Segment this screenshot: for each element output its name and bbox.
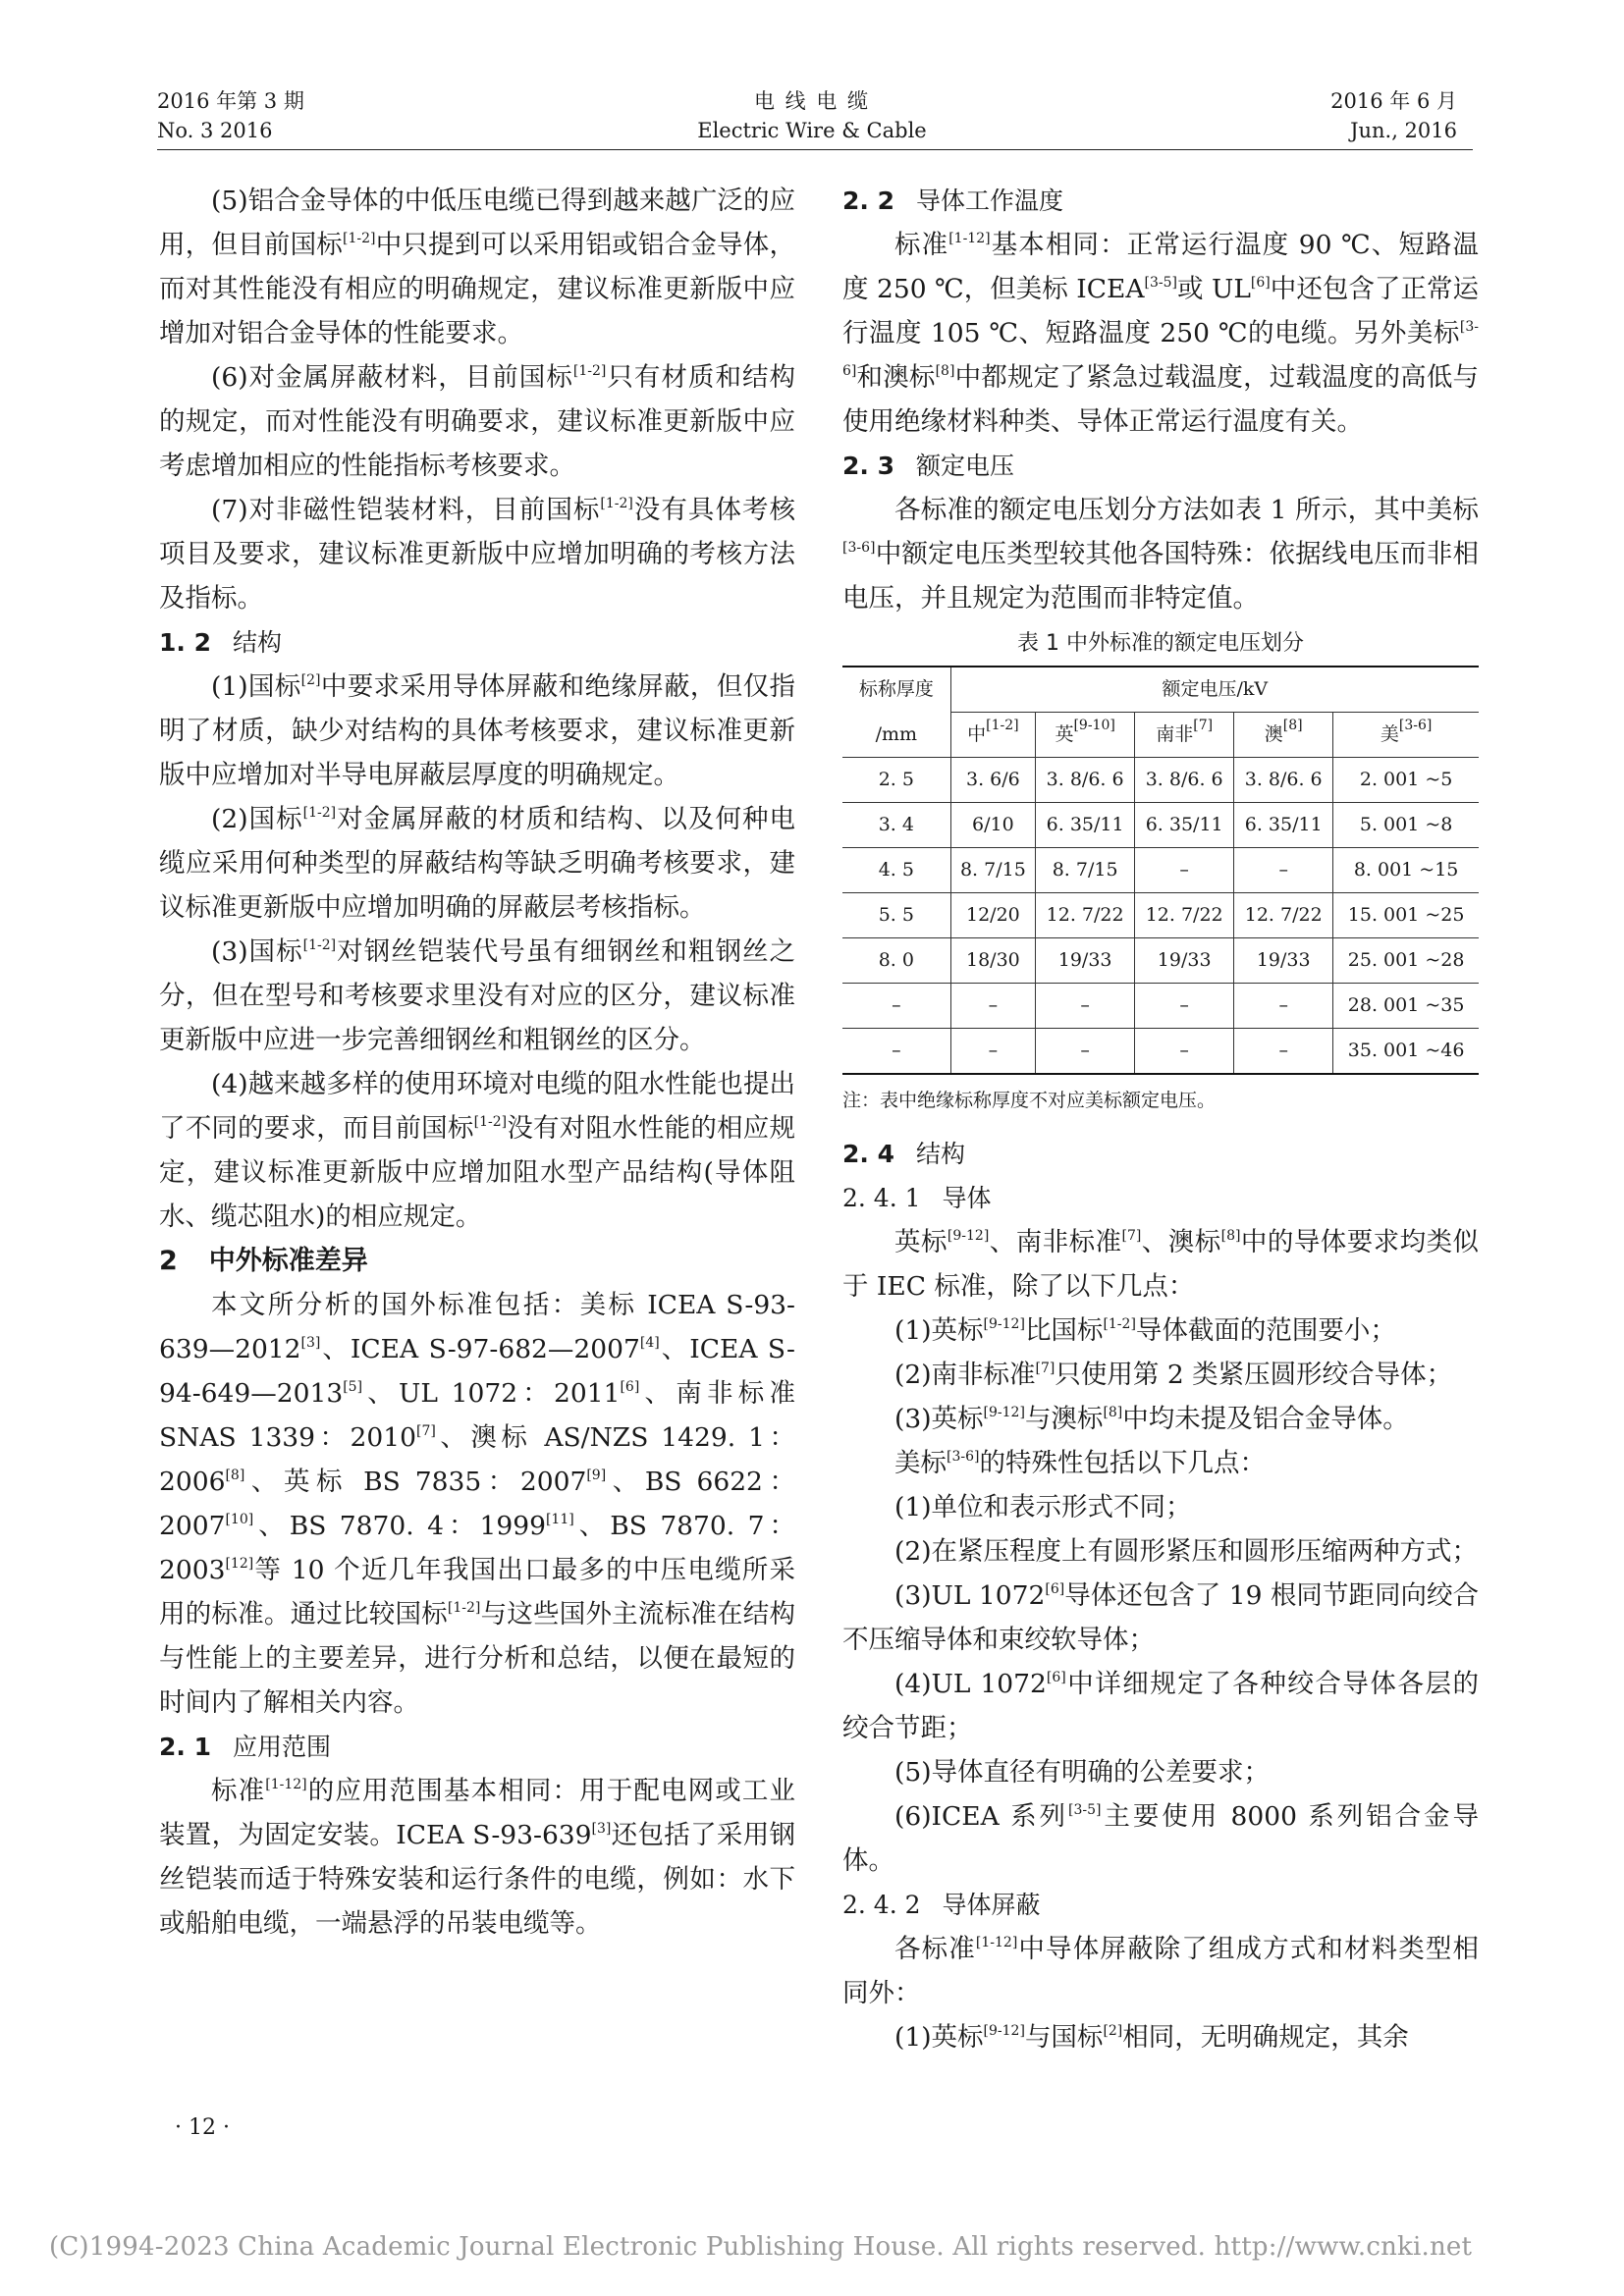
table-cell: 25. 001 ~28 bbox=[1333, 938, 1479, 984]
header-issue-cn: 2016 年第 3 期 bbox=[157, 89, 304, 113]
header-date-cn: 2016 年 6 月 bbox=[1330, 89, 1457, 113]
table-cell: – bbox=[950, 984, 1035, 1029]
table-head-col: 南非[7] bbox=[1135, 713, 1234, 758]
table-cell: 12. 7/22 bbox=[1135, 893, 1234, 938]
table-cell: 8. 001 ~15 bbox=[1333, 848, 1479, 893]
table-cell: – bbox=[1234, 984, 1333, 1029]
header-date-en: Jun., 2016 bbox=[1350, 119, 1457, 142]
paragraph-shield: 各标准[1-12]中导体屏蔽除了组成方式和材料类型相同外： bbox=[842, 1934, 1480, 2008]
section-heading-2-1: 2. 1 应用范围 bbox=[159, 1733, 332, 1761]
paragraph-temperature: 标准[1-12]基本相同：正常运行温度 90 ℃、短路温度 250 ℃，但美标 ICEA[3-5]或 UL[6]中还包含了正常运行温度 105 ℃、短路温度 250 ℃的电缆。另外美标[3-6]和澳标[8]中都规定了紧急过载温度，过载温度的高低与使用绝缘材料种类、导体正常运行温度有关。 bbox=[842, 230, 1480, 437]
table-row bbox=[842, 1029, 1479, 1075]
table-cell: – bbox=[1135, 1029, 1234, 1075]
table-cell: 2. 5 bbox=[842, 758, 950, 803]
table-cell: 28. 001 ~35 bbox=[1333, 984, 1479, 1029]
table-cell: 4. 5 bbox=[842, 848, 950, 893]
table-cell: 12/20 bbox=[950, 893, 1035, 938]
paragraph-us-6: (6)ICEA 系列[3-5]主要使用 8000 系列铝合金导体。 bbox=[842, 1801, 1479, 1876]
table-cell: 12. 7/22 bbox=[1036, 893, 1135, 938]
table-cell: 6. 35/11 bbox=[1234, 803, 1333, 848]
paragraph-structure-2: (2)国标[1-2]对金属屏蔽的材质和结构、以及何种电缆应采用何种类型的屏蔽结构等缺乏明确考核要求，建议标准更新版中应增加明确的屏蔽层考核指标。 bbox=[159, 804, 796, 923]
table-head-rated-voltage: 额定电压/kV bbox=[950, 667, 1479, 713]
table-row bbox=[842, 848, 1479, 893]
table-cell: 19/33 bbox=[1135, 938, 1234, 984]
left-column bbox=[159, 179, 795, 1946]
header-rule bbox=[157, 149, 1473, 150]
paragraph-us-2: (2)在紧压程度上有圆形紧压和圆形压缩两种方式； bbox=[894, 1536, 1479, 1567]
header-right bbox=[1330, 86, 1457, 145]
section-heading-2-4-1: 2. 4. 1 导体 bbox=[842, 1184, 992, 1212]
table-cell: 8. 0 bbox=[842, 938, 950, 984]
paragraph-structure-4: (4)越来越多样的使用环境对电缆的阻水性能也提出了不同的要求，而目前国标[1-2]没有对阻水性能的相应规定，建议标准更新版中应增加阻水型产品结构(导体阻水、缆芯阻水)的相应规定。 bbox=[159, 1069, 795, 1232]
paragraph-application: 标准[1-12]的应用范围基本相同：用于配电网或工业装置，为固定安装。ICEA S-93-639[3]还包括了采用钢丝铠装而适于特殊安装和运行条件的电缆，例如：水下或船舶电缆，一端悬浮的吊装电缆等。 bbox=[159, 1776, 796, 1939]
table-cell: 3. 6/6 bbox=[950, 758, 1035, 803]
copyright-footer: (C)1994-2023 China Academic Journal Electronic Publishing House. All rights reserved. http://www.cnki.net bbox=[49, 2232, 1473, 2262]
journal-title-en: Electric Wire & Cable bbox=[697, 119, 927, 142]
table-head-col: 英[9-10] bbox=[1036, 713, 1135, 758]
table-cell: – bbox=[1234, 848, 1333, 893]
paragraph-conductor: 英标[9-12]、南非标准[7]、澳标[8]中的导体要求均类似于 IEC 标准，除了以下几点： bbox=[842, 1227, 1480, 1302]
header-issue-en: No. 3 2016 bbox=[157, 119, 273, 142]
journal-title-cn: 电 线 电 缆 bbox=[753, 89, 871, 113]
table-cell: 3. 8/6. 6 bbox=[1036, 758, 1135, 803]
paragraph-us-5: (5)导体直径有明确的公差要求； bbox=[894, 1757, 1271, 1788]
paragraph-conductor-2: (2)南非标准[7]只使用第 2 类紧压圆形绞合导体； bbox=[894, 1360, 1453, 1390]
paragraph-us-3: (3)UL 1072[6]导体还包含了 19 根同节距同向绞合不压缩导体和束绞软导体； bbox=[842, 1580, 1479, 1655]
table-head-thickness: 标称厚度 bbox=[842, 667, 950, 713]
section-heading-2: 2 中外标准差异 bbox=[159, 1246, 368, 1276]
table-cell: 6. 35/11 bbox=[1036, 803, 1135, 848]
table-cell: 6. 35/11 bbox=[1135, 803, 1234, 848]
table-cell: – bbox=[950, 1029, 1035, 1075]
page-number: · 12 · bbox=[175, 2115, 230, 2140]
table-head-col: 中[1-2] bbox=[950, 713, 1035, 758]
table-caption: 表 1 中外标准的额定电压划分 bbox=[1017, 631, 1304, 656]
table-row bbox=[842, 893, 1479, 938]
voltage-table bbox=[842, 666, 1479, 1075]
table-cell: – bbox=[1135, 848, 1234, 893]
table-cell: 35. 001 ~46 bbox=[1333, 1029, 1479, 1075]
paragraph-conductor-3: (3)英标[9-12]与澳标[8]中均未提及铝合金导体。 bbox=[894, 1404, 1409, 1434]
paragraph-structure-1: (1)国标[2]中要求采用导体屏蔽和绝缘屏蔽，但仅指明了材质，缺少对结构的具体考核要求，建议标准更新版中应增加对半导电屏蔽层厚度的明确规定。 bbox=[159, 671, 795, 790]
table-cell: 19/33 bbox=[1234, 938, 1333, 984]
section-heading-2-4-2: 2. 4. 2 导体屏蔽 bbox=[842, 1891, 1041, 1919]
paragraph-item-5: (5)铝合金导体的中低压电缆已得到越来越广泛的应用，但目前国标[1-2]中只提到可以采用铝或铝合金导体，而对其性能没有相应的明确规定，建议标准更新版中应增加对铝合金导体的性能要求。 bbox=[159, 186, 795, 348]
section-heading-2-3: 2. 3 额定电压 bbox=[842, 452, 1015, 480]
table-cell: 6/10 bbox=[950, 803, 1035, 848]
table-cell: 15. 001 ~25 bbox=[1333, 893, 1479, 938]
table-head-unit: /mm bbox=[875, 722, 918, 745]
table-cell: – bbox=[1036, 984, 1135, 1029]
table-cell: 3. 8/6. 6 bbox=[1135, 758, 1234, 803]
table-row bbox=[842, 984, 1479, 1029]
paragraph-voltage: 各标准的额定电压划分方法如表 1 所示，其中美标[3-6]中额定电压类型较其他各国特殊：依据线电压而非相电压，并且规定为范围而非特定值。 bbox=[842, 495, 1479, 614]
table-row bbox=[842, 803, 1479, 848]
table-cell: 19/33 bbox=[1036, 938, 1135, 984]
table-head-col: 澳[8] bbox=[1234, 713, 1333, 758]
table-row bbox=[842, 758, 1479, 803]
table-cell: 2. 001 ~5 bbox=[1333, 758, 1479, 803]
table-cell: 8. 7/15 bbox=[1036, 848, 1135, 893]
table-cell: – bbox=[1234, 1029, 1333, 1075]
table-cell: – bbox=[1135, 984, 1234, 1029]
section-heading-2-2: 2. 2 导体工作温度 bbox=[842, 187, 1064, 215]
paragraph-conductor-1: (1)英标[9-12]比国标[1-2]导体截面的范围要小； bbox=[894, 1315, 1396, 1346]
paragraph-item-7: (7)对非磁性铠装材料，目前国标[1-2]没有具体考核项目及要求，建议标准更新版中应增加明确的考核方法及指标。 bbox=[159, 495, 796, 614]
table-cell: 12. 7/22 bbox=[1234, 893, 1333, 938]
right-column bbox=[842, 179, 1479, 2059]
paragraph-us-special: 美标[3-6]的特殊性包括以下几点： bbox=[894, 1448, 1266, 1478]
table-cell: 8. 7/15 bbox=[950, 848, 1035, 893]
table-note: 注：表中绝缘标称厚度不对应美标额定电压。 bbox=[842, 1090, 1217, 1111]
paragraph-structure-3: (3)国标[1-2]对钢丝铠装代号虽有细钢丝和粗钢丝之分，但在型号和考核要求里没有对应的区分，建议标准更新版中应进一步完善细钢丝和粗钢丝的区分。 bbox=[159, 936, 796, 1055]
section-heading-2-4: 2. 4 结构 bbox=[842, 1140, 966, 1168]
paragraph-intro: 本文所分析的国外标准包括：美标 ICEA S-93-639—2012[3]、ICEA S-97-682—2007[4]、ICEA S-94-649—2013[5]、UL 1072：2011[6]、南非标准 SNAS 1339：2010[7]、澳标 AS/NZS 1429. 1：2006[8]、英标 BS 7835：2007[9]、BS 6622：2007[10]、BS 7870. 4：1999[11]、BS 7870. 7：2003[12]等 10 个近几年我国出口最多的中压电缆所采用的标准。通过比较国标[1-2]与这些国外主流标准在结构与性能上的主要差异，进行分析和总结，以便在最短的时间内了解相关内容。 bbox=[159, 1290, 796, 1718]
table-cell: 3. 8/6. 6 bbox=[1234, 758, 1333, 803]
paragraph-shield-1: (1)英标[9-12]与国标[2]相同，无明确规定，其余 bbox=[894, 2022, 1409, 2053]
table-cell: – bbox=[1036, 1029, 1135, 1075]
table-row bbox=[842, 938, 1479, 984]
section-heading-1-2: 1. 2 结构 bbox=[159, 628, 283, 657]
table-cell: 18/30 bbox=[950, 938, 1035, 984]
table-cell: 5. 001 ~8 bbox=[1333, 803, 1479, 848]
paragraph-us-1: (1)单位和表示形式不同； bbox=[894, 1492, 1192, 1522]
table-head-col: 美[3-6] bbox=[1333, 713, 1479, 758]
table-cell: – bbox=[842, 984, 950, 1029]
table-cell: 3. 4 bbox=[842, 803, 950, 848]
table-cell: – bbox=[842, 1029, 950, 1075]
paragraph-us-4: (4)UL 1072[6]中详细规定了各种绞合导体各层的绞合节距； bbox=[842, 1669, 1479, 1743]
table-cell: 5. 5 bbox=[842, 893, 950, 938]
paragraph-item-6: (6)对金属屏蔽材料，目前国标[1-2]只有材质和结构的规定，而对性能没有明确要求，建议标准更新版中应考虑增加相应的性能指标考核要求。 bbox=[159, 362, 795, 481]
